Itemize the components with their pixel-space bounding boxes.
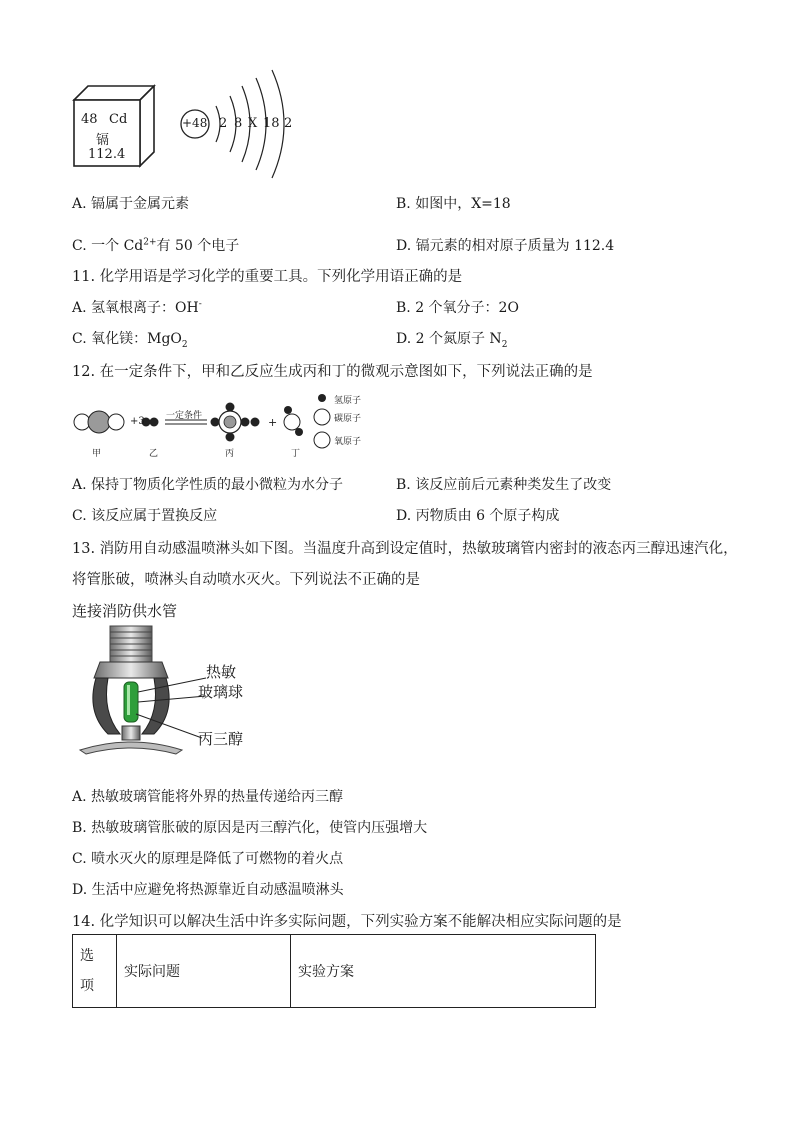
q12-option-b: B. 该反应前后元素种类发生了改变 xyxy=(396,477,612,493)
q13-option-a: A. 热敏玻璃管能将外界的热量传递给丙三醇 xyxy=(72,789,344,805)
q10-option-d: D. 镉元素的相对原子质量为 112.4 xyxy=(396,238,615,254)
label-glass-bulb-line1: 热敏 xyxy=(206,663,237,681)
q13-option-c: C. 喷水灭火的原理是降低了可燃物的着火点 xyxy=(72,851,344,867)
q11-option-b: B. 2 个氧分子：2O xyxy=(396,300,519,316)
label-glass-bulb-line2: 玻璃球 xyxy=(198,683,244,701)
condition-label: 一定条件 xyxy=(166,411,203,421)
q10-option-c: C. 一个 $Cd^{2+}$有 50 个电子 xyxy=(72,237,240,254)
label-jia: 甲 xyxy=(92,449,102,459)
q11-option-d: D. 2 个氮原子 $N_2$ xyxy=(396,331,508,350)
coefficient-label: +3 xyxy=(130,416,145,427)
q14-stem: 14. 化学知识可以解决生活中许多实际问题，下列实验方案不能解决相应实际问题的是 xyxy=(72,914,622,930)
shell-3: X xyxy=(248,116,258,131)
shell-1: 2 xyxy=(219,116,228,131)
q13-option-b: B. 热敏玻璃管胀破的原因是丙三醇汽化，使管内压强增大 xyxy=(72,820,428,836)
q10-option-b: B. 如图中，X=18 xyxy=(396,196,511,212)
header-actual-problem: 实际问题 xyxy=(117,935,291,1008)
legend-oxygen: 氧原子 xyxy=(334,437,362,447)
shell-2: 8 xyxy=(234,116,243,131)
table-header-row xyxy=(73,935,596,1008)
element-mass: 112.4 xyxy=(88,147,126,162)
legend-carbon: 碳原子 xyxy=(334,414,362,424)
element-symbol: Cd xyxy=(109,112,128,127)
q11-option-c: C. 氧化镁：MgO$_2$ xyxy=(72,331,188,350)
label-bing: 丙 xyxy=(225,449,235,459)
plus-sign: + xyxy=(268,416,278,429)
q13-stem-line2: 将管胀破，喷淋头自动喷水灭火。下列说法不正确的是 xyxy=(72,572,420,588)
label-yi: 乙 xyxy=(149,449,159,459)
label-glycerol: 丙三醇 xyxy=(198,730,244,748)
q13-stem-line1: 13. 消防用自动感温喷淋头如下图。当温度升高到设定值时，热敏玻璃管内密封的液态丙三醇迅速汽化， xyxy=(72,541,738,557)
sprinkler-figure-title: 连接消防供水管 xyxy=(72,602,178,620)
element-atomic-number: 48 xyxy=(81,112,98,127)
nucleus-charge: +48 xyxy=(182,116,208,130)
q12-option-d: D. 丙物质由 6 个原子构成 xyxy=(396,508,560,524)
label-ding: 丁 xyxy=(291,449,301,459)
q13-option-d: D. 生活中应避免将热源靠近自动感温喷淋头 xyxy=(72,882,344,898)
header-option: 选 项 xyxy=(73,935,117,1008)
element-name: 镉 xyxy=(96,133,110,148)
shell-4: 18 xyxy=(263,116,280,131)
header-experiment-plan: 实验方案 xyxy=(291,935,596,1008)
q12-stem: 12. 在一定条件下，甲和乙反应生成丙和丁的微观示意图如下，下列说法正确的是 xyxy=(72,364,593,380)
shell-5: 2 xyxy=(284,116,293,131)
q12-option-a: A. 保持丁物质化学性质的最小微粒为水分子 xyxy=(72,477,344,493)
q10-option-a: A. 镉属于金属元素 xyxy=(72,196,190,212)
q14-table xyxy=(72,934,596,1008)
q11-option-a: A. 氢氧根离子：OH- xyxy=(72,299,202,316)
q12-option-c: C. 该反应属于置换反应 xyxy=(72,508,218,524)
q11-stem: 11. 化学用语是学习化学的重要工具。下列化学用语正确的是 xyxy=(72,269,463,285)
legend-hydrogen: 氢原子 xyxy=(334,396,362,406)
